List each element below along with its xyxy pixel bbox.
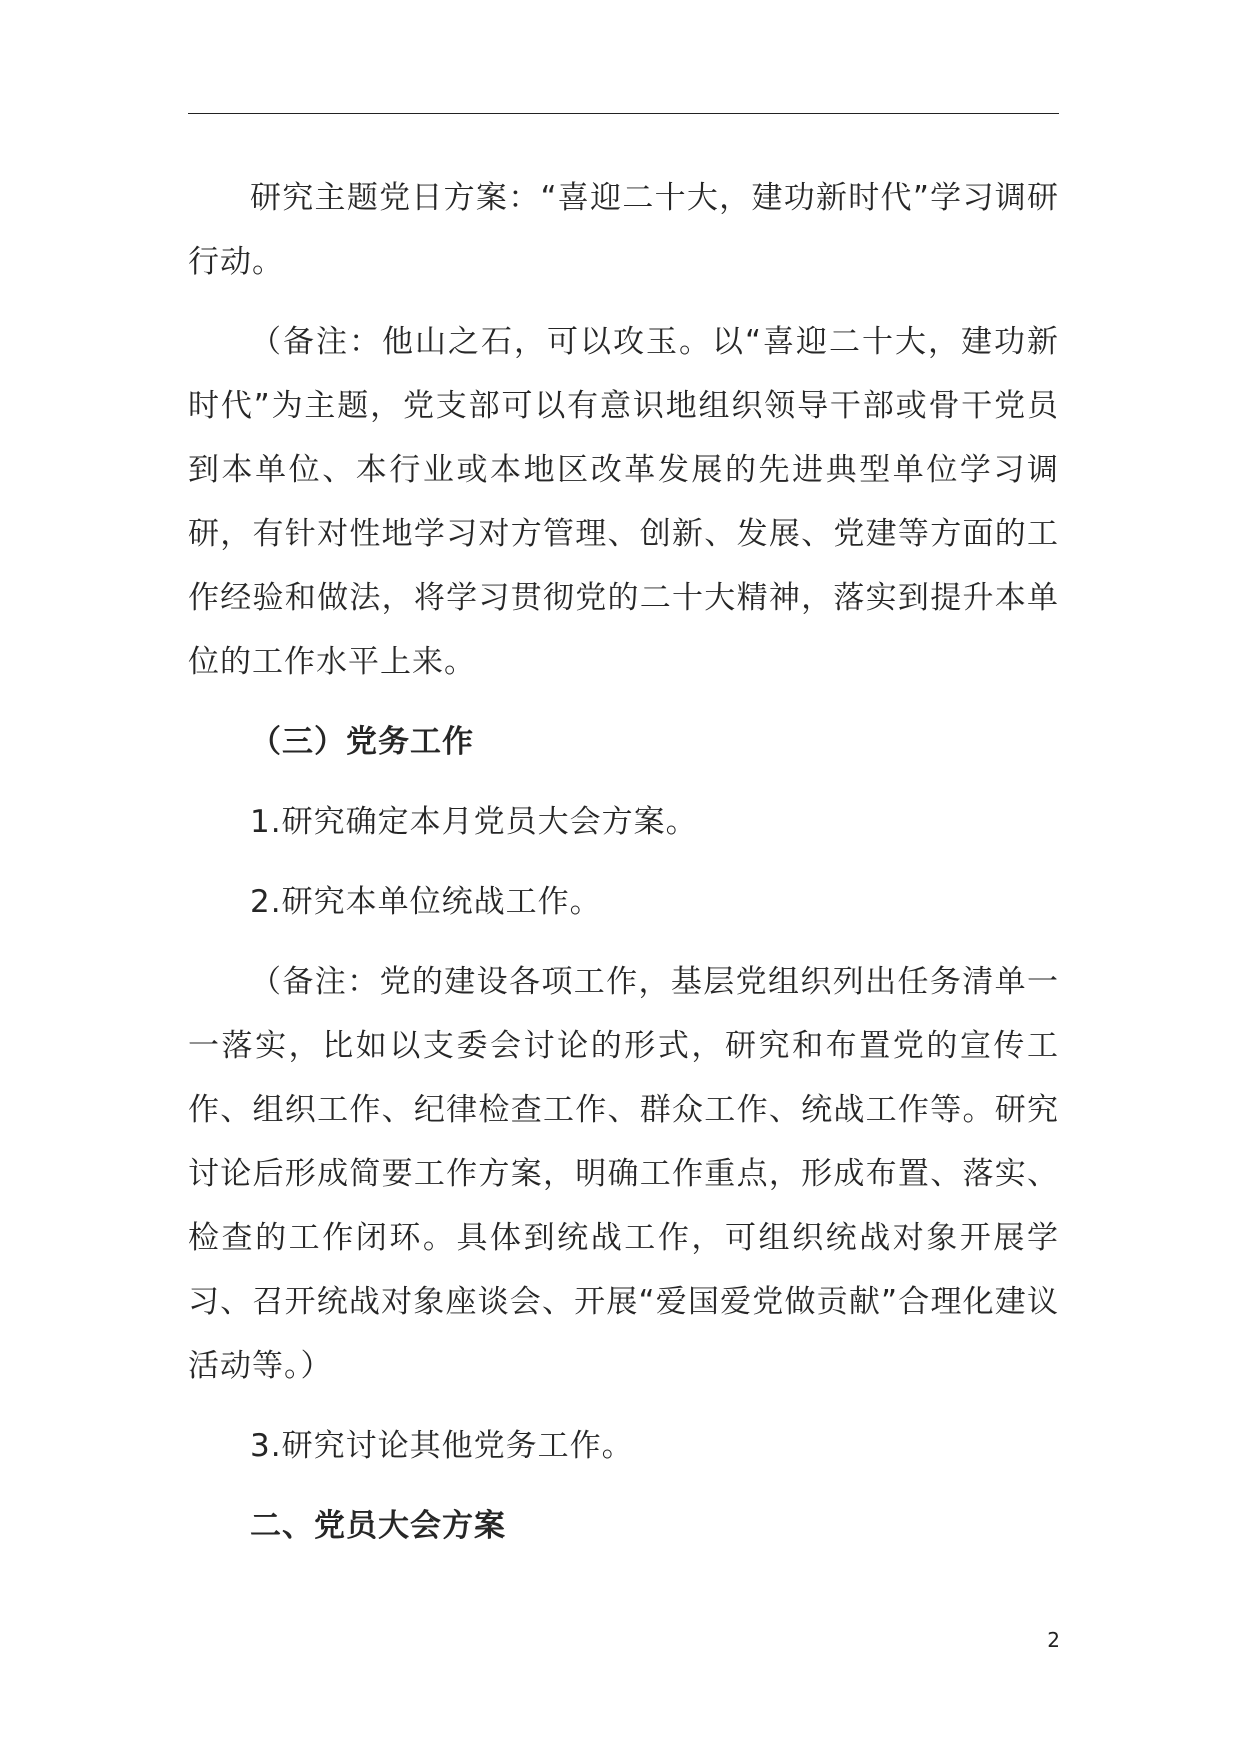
list-item-2: 2.研究本单位统战工作。 <box>250 884 602 920</box>
topic-day-plan-paragraph: 研究主题党日方案：“喜迎二十大，建功新时代”学习调研行动。 <box>188 180 1059 280</box>
list-item-1: 1.研究确定本月党员大会方案。 <box>250 804 698 840</box>
remark-paragraph-united-front: （备注：党的建设各项工作，基层党组织列出任务清单一一落实，比如以支委会讨论的形式，研究和布置党的宣传工作、组织工作、纪律检查工作、群众工作、统战工作等。研究讨论后形成简要工作方案，明确工作重点，形成布置、落实、检查的工作闭环。具体到统战工作，可组织统战对象开展学习、召开统战对象座谈会、开展“爱国爱党做贡献”合理化建议活动等。） <box>188 964 1059 1384</box>
page-body <box>188 166 1059 1574</box>
header-rule <box>188 113 1059 114</box>
remark-paragraph-study-visit: （备注：他山之石，可以攻玉。以“喜迎二十大，建功新时代”为主题，党支部可以有意识地组织领导干部或骨干党员到本单位、本行业或本地区改革发展的先进典型单位学习调研，有针对性地学习对方管理、创新、发展、党建等方面的工作经验和做法，将学习贯彻党的二十大精神，落实到提升本单位的工作水平上来。 <box>188 324 1059 680</box>
section-heading-party-affairs: （三）党务工作 <box>250 724 474 760</box>
list-item-3: 3.研究讨论其他党务工作。 <box>250 1428 634 1464</box>
section-heading-member-meeting: 二、党员大会方案 <box>250 1508 506 1544</box>
page-number: 2 <box>1047 1628 1060 1652</box>
